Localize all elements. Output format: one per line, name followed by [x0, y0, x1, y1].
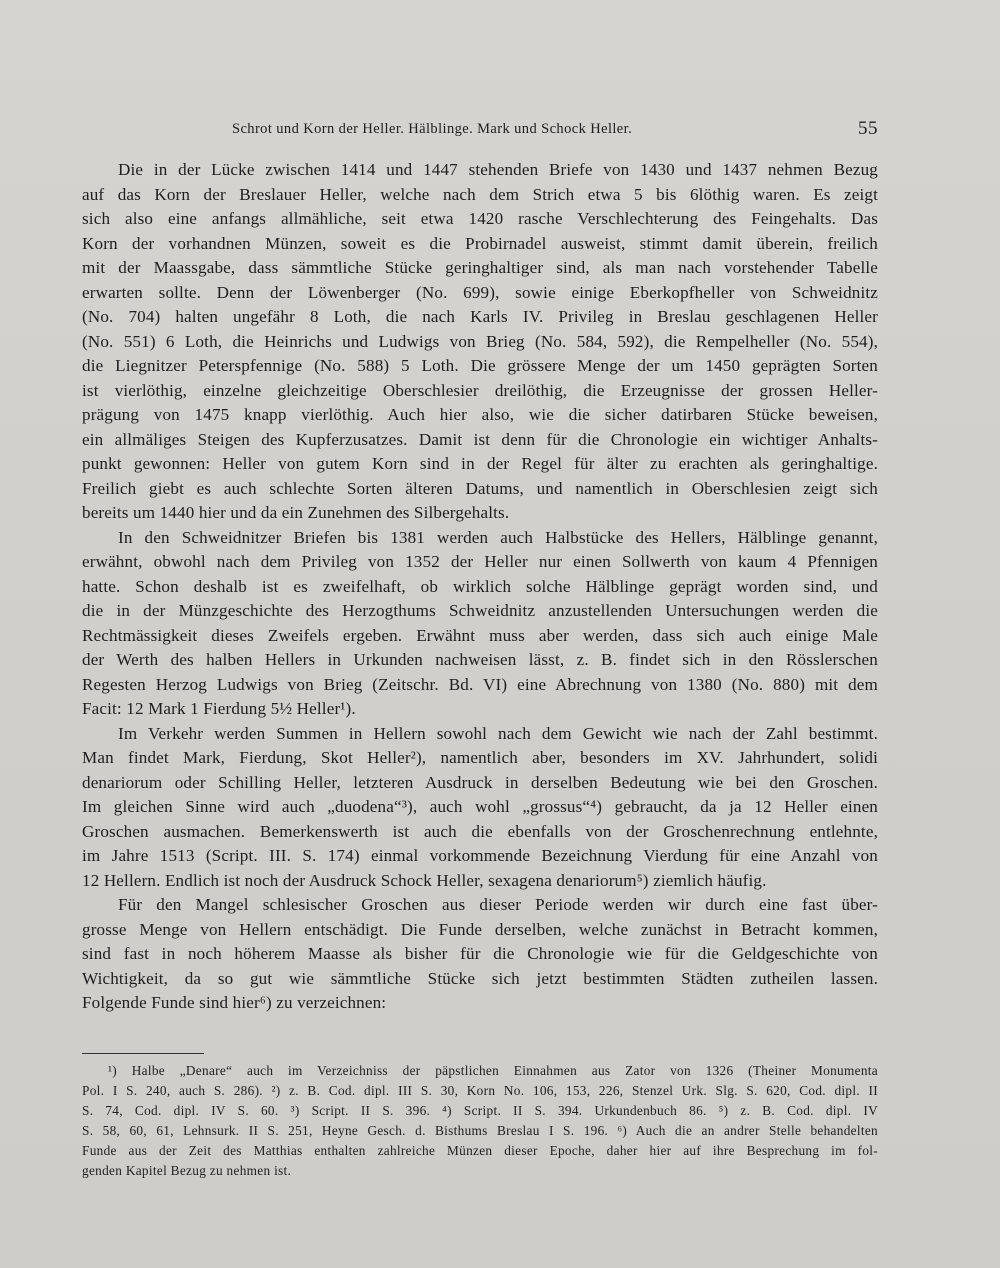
footnote-line: ¹) Halbe „Denare“ auch im Verzeichniss der päpstlichen Einnahmen aus Zator von 1326 (Theiner Monumenta: [108, 1063, 878, 1078]
text-line: (No. 551) 6 Loth, die Heinrichs und Ludwigs von Brieg (No. 584, 592), die Rempelheller (No. 554),: [82, 331, 878, 351]
text-line: Regesten Herzog Ludwigs von Brieg (Zeitschr. Bd. VI) eine Abrechnung von 1380 (No. 880) mit dem: [82, 674, 878, 694]
text-line: auf das Korn der Breslauer Heller, welche nach dem Strich etwa 5 bis 6löthig waren. Es zeigt: [82, 184, 878, 204]
text-line: sind fast in noch höherem Maasse als bisher für die Chronologie wie für die Geldgeschichte von: [82, 944, 878, 963]
text-line: Folgende Funde sind hier⁶) zu verzeichnen:: [82, 993, 387, 1012]
text-line: 12 Hellern. Endlich ist noch der Ausdruck Schock Heller, sexagena denariorum⁵) ziemlich häufig.: [82, 870, 767, 890]
text-line: Facit: 12 Mark 1 Fierdung 5½ Heller¹).: [82, 699, 356, 718]
text-line: grosse Menge von Hellern entschädigt. Die Funde derselben, welche zunächst in Betracht kommen,: [82, 919, 878, 939]
text-line: die Liegnitzer Peterspfennige (No. 588) 5 Loth. Die grössere Menge der um 1450 geprägten Sorten: [82, 356, 878, 375]
text-line: die in der Münzgeschichte des Herzogthums Schweidnitz anzustellenden Untersuchungen werden die: [82, 601, 878, 620]
footnote-line: S. 58, 60, 61, Lehnsurk. II S. 251, Heyne Gesch. d. Bisthums Breslau I S. 196. ⁶) Auch die an andrer Stelle behandelten: [82, 1123, 878, 1139]
footnote-line: Pol. I S. 240, auch S. 286). ²) z. B. Cod. dipl. III S. 30, Korn No. 106, 153, 226, Stenzel Urk. Slg. S. 620, Cod. dipl. II: [82, 1083, 878, 1099]
text-line: Die in der Lücke zwischen 1414 und 1447 stehenden Briefe von 1430 und 1437 nehmen Bezug: [118, 160, 878, 179]
text-line: Für den Mangel schlesischer Groschen aus dieser Periode werden wir durch eine fast über-: [118, 895, 878, 914]
text-line: Man findet Mark, Fierdung, Skot Heller²), namentlich aber, besonders im XV. Jahrhundert, solidi: [82, 748, 878, 767]
paragraph-1: [82, 158, 878, 526]
text-line: sich also eine anfangs allmähliche, seit etwa 1420 rasche Verschlechterung des Feingehalts. Das: [82, 209, 878, 228]
paragraph-4: [82, 893, 878, 1016]
body-text: [82, 158, 878, 1016]
text-line: bereits um 1440 hier und da ein Zunehmen des Silbergehalts.: [82, 503, 510, 522]
text-line: Wichtigkeit, da so gut wie sämmtliche Stücke sich jetzt bestimmten Städten zutheilen lassen.: [82, 968, 878, 988]
running-head: [232, 118, 878, 143]
text-line: mit der Maassgabe, dass sämmtliche Stücke geringhaltiger sind, als man nach vorstehender Tabelle: [82, 258, 878, 277]
text-line: erwarten sollte. Denn der Löwenberger (No. 699), sowie einige Eberkopfheller von Schweidnitz: [82, 282, 878, 302]
text-line: Im Verkehr werden Summen in Hellern sowohl nach dem Gewicht wie nach der Zahl bestimmt.: [118, 723, 878, 743]
text-line: Im gleichen Sinne wird auch „duodena“³), auch wohl „grossus“⁴) gebraucht, da ja 12 Heller einen: [82, 797, 878, 816]
paragraph-2: [82, 526, 878, 722]
text-line: im Jahre 1513 (Script. III. S. 174) einmal vorkommende Bezeichnung Vierdung für eine Anzahl von: [82, 846, 878, 865]
text-line: prägung von 1475 knapp vierlöthig. Auch hier also, wie die sicher datirbaren Stücke beweisen,: [82, 405, 878, 424]
text-line: In den Schweidnitzer Briefen bis 1381 werden auch Halbstücke des Hellers, Hälblinge genannt,: [118, 527, 878, 547]
footnote-line: S. 74, Cod. dipl. IV S. 60. ³) Script. II S. 396. ⁴) Script. II S. 394. Urkundenbuch 86. ⁵) z. B. Cod. dipl. IV: [82, 1103, 878, 1119]
text-line: ein allmäliges Steigen des Kupferzusatzes. Damit ist denn für die Chronologie ein wichtiger Anhalts-: [82, 429, 878, 449]
running-head-title: Schrot und Korn der Heller. Hälblinge. Mark und Schock Heller.: [232, 121, 633, 137]
text-line: Korn der vorhandnen Münzen, soweit es die Probirnadel ausweist, stimmt damit überein, freilich: [82, 233, 878, 253]
text-line: denariorum oder Schilling Heller, letzteren Ausdruck in derselben Bedeutung wie bei den Groschen.: [82, 772, 878, 792]
text-line: ist vierlöthig, einzelne gleichzeitige Oberschlesier dreilöthig, die Erzeugnisse der grossen Heller-: [82, 380, 878, 400]
text-line: der Werth des halben Hellers in Urkunden nachweisen lässt, z. B. findet sich in den Rösslerschen: [82, 650, 878, 669]
text-line: punkt gewonnen: Heller von gutem Korn sind in der Regel für älter zu erachten als geringhaltige.: [82, 454, 878, 473]
footnote-line: genden Kapitel Bezug zu nehmen ist.: [82, 1163, 292, 1179]
footnote-line: Funde aus der Zeit des Matthias enthalten zahlreiche Münzen dieser Epoche, daher hier auf ihre Besprechung im fol-: [82, 1143, 878, 1159]
footnotes: [82, 1061, 878, 1182]
text-line: erwähnt, obwohl nach dem Privileg von 1352 der Heller nur einen Sollwerth von kaum 4 Pfennigen: [82, 552, 878, 571]
text-line: Freilich giebt es auch schlechte Sorten älteren Datums, und namentlich in Oberschlesien zeigt sich: [82, 478, 878, 498]
footnote-divider: [82, 1053, 204, 1054]
text-line: (No. 704) halten ungefähr 8 Loth, die nach Karls IV. Privileg in Breslau geschlagenen Heller: [82, 307, 878, 326]
text-line: hatte. Schon deshalb ist es zweifelhaft, ob wirklich solche Hälblinge geprägt worden sind, und: [82, 576, 878, 596]
text-line: Groschen ausmachen. Bemerkenswerth ist auch die ebenfalls von der Groschenrechnung entlehnte,: [82, 821, 878, 841]
text-line: Rechtmässigkeit dieses Zweifels ergeben. Erwähnt muss aber werden, dass sich auch einige Male: [82, 625, 878, 645]
page-number: 55: [858, 118, 878, 139]
paragraph-3: [82, 722, 878, 894]
